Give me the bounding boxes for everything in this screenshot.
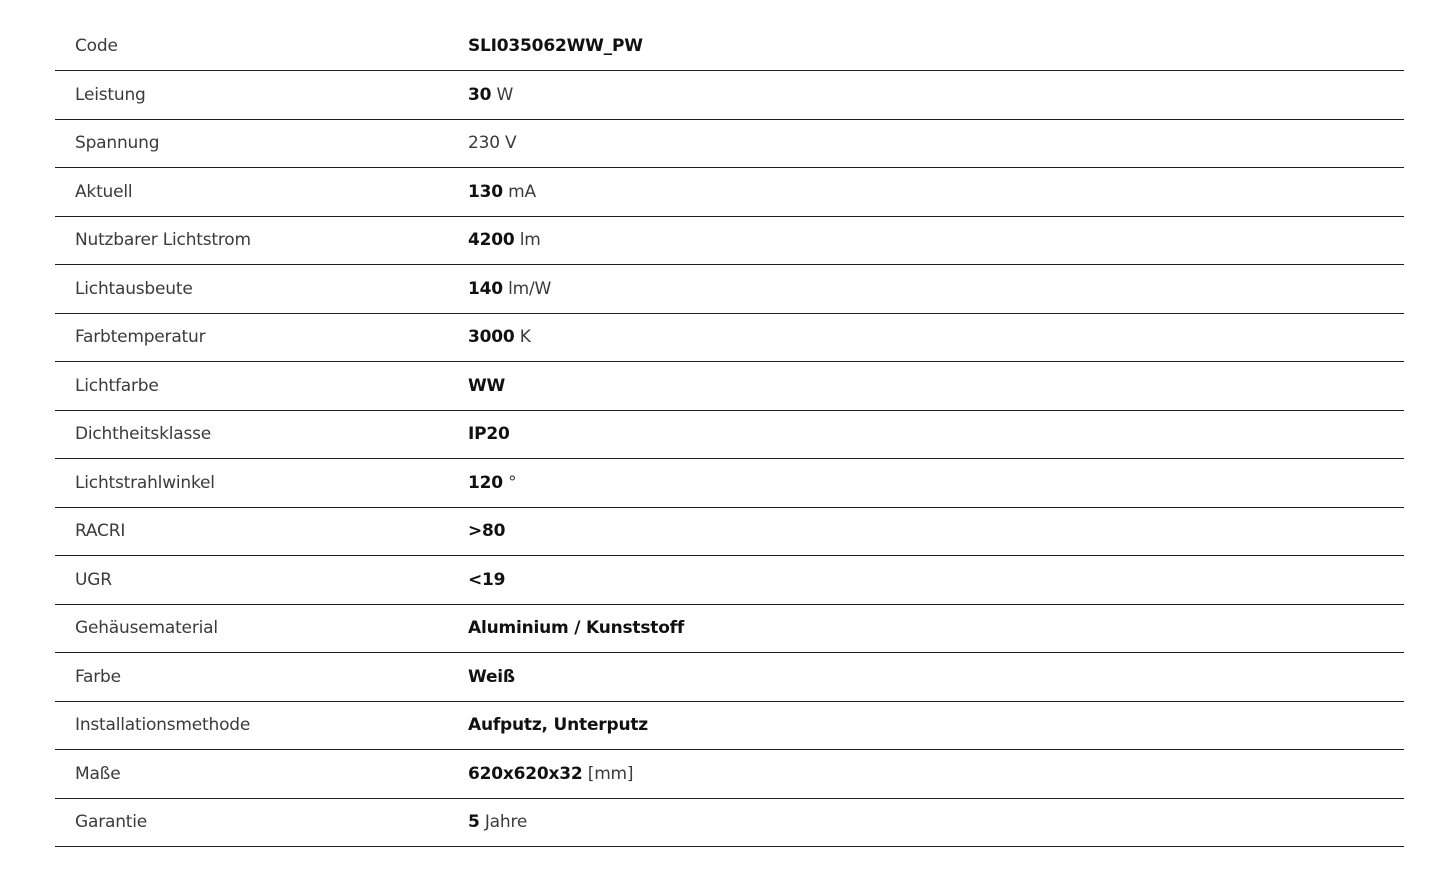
spec-value-main: 3000 (468, 327, 515, 348)
table-row (55, 653, 1404, 702)
spec-value (468, 168, 1404, 217)
spec-label: RACRI (75, 521, 126, 542)
spec-value (468, 507, 1404, 556)
spec-value (468, 265, 1404, 314)
spec-label: Nutzbarer Lichtstrom (75, 230, 251, 251)
spec-value-main: SLI035062WW_PW (468, 36, 643, 56)
spec-value (468, 798, 1404, 847)
spec-value (468, 701, 1404, 750)
spec-value-main: 620x620x32 (468, 763, 583, 784)
spec-value (468, 459, 1404, 508)
spec-value-main: 120 (468, 472, 503, 493)
spec-value (468, 556, 1404, 605)
spec-label: Aktuell (75, 181, 133, 202)
table-row (55, 362, 1404, 411)
table-row (55, 119, 1404, 168)
table-row (55, 216, 1404, 265)
spec-label: Installationsmethode (75, 715, 251, 736)
spec-label: Code (75, 36, 118, 56)
spec-table (55, 22, 1404, 847)
spec-value-unit: lm (514, 230, 541, 251)
spec-value-unit: mA (502, 181, 536, 202)
spec-label: Spannung (75, 133, 160, 154)
spec-value-main: 5 (468, 812, 480, 833)
spec-value (468, 119, 1404, 168)
spec-label: Garantie (75, 812, 148, 833)
spec-label: Lichtstrahlwinkel (75, 472, 215, 493)
table-row (55, 459, 1404, 508)
spec-value-unit: lm/W (502, 278, 552, 299)
spec-label: Lichtfarbe (75, 375, 159, 396)
spec-label: Dichtheitsklasse (75, 424, 212, 445)
table-row (55, 507, 1404, 556)
table-row (55, 71, 1404, 120)
spec-value (468, 604, 1404, 653)
spec-value (468, 22, 1404, 71)
spec-value (468, 750, 1404, 799)
spec-value (468, 216, 1404, 265)
table-row (55, 410, 1404, 459)
spec-label: Farbe (75, 666, 121, 687)
spec-label: UGR (75, 569, 112, 590)
spec-value-main: IP20 (468, 424, 510, 445)
table-row (55, 604, 1404, 653)
spec-value-main: >80 (468, 521, 506, 542)
spec-value-unit: K (514, 327, 531, 348)
spec-value (468, 410, 1404, 459)
spec-value-unit: W (491, 84, 514, 105)
spec-label: Leistung (75, 84, 146, 105)
table-row (55, 701, 1404, 750)
spec-label: Lichtausbeute (75, 278, 193, 299)
table-row (55, 313, 1404, 362)
table-row (55, 22, 1404, 71)
spec-label: Gehäusematerial (75, 618, 218, 639)
spec-value-main: 140 (468, 278, 503, 299)
spec-value-main: Aufputz, Unterputz (468, 715, 648, 736)
table-row (55, 750, 1404, 799)
spec-value-main: 230 V (468, 133, 517, 154)
spec-value-unit: ° (502, 472, 517, 493)
table-row (55, 556, 1404, 605)
spec-value-main: <19 (468, 569, 506, 590)
spec-value (468, 71, 1404, 120)
spec-value-main: WW (468, 375, 506, 396)
spec-value-main: 130 (468, 181, 503, 202)
spec-value-main: Aluminium / Kunststoff (468, 618, 685, 639)
spec-value-main: 4200 (468, 230, 515, 251)
spec-label: Maße (75, 763, 121, 784)
spec-value (468, 362, 1404, 411)
table-row (55, 798, 1404, 847)
spec-value-unit: Jahre (479, 812, 528, 833)
spec-value-unit: [mm] (582, 763, 634, 784)
spec-value-main: 30 (468, 84, 492, 105)
spec-value (468, 313, 1404, 362)
spec-value (468, 653, 1404, 702)
spec-value-main: Weiß (468, 666, 515, 687)
table-row (55, 265, 1404, 314)
table-row (55, 168, 1404, 217)
spec-label: Farbtemperatur (75, 327, 206, 348)
